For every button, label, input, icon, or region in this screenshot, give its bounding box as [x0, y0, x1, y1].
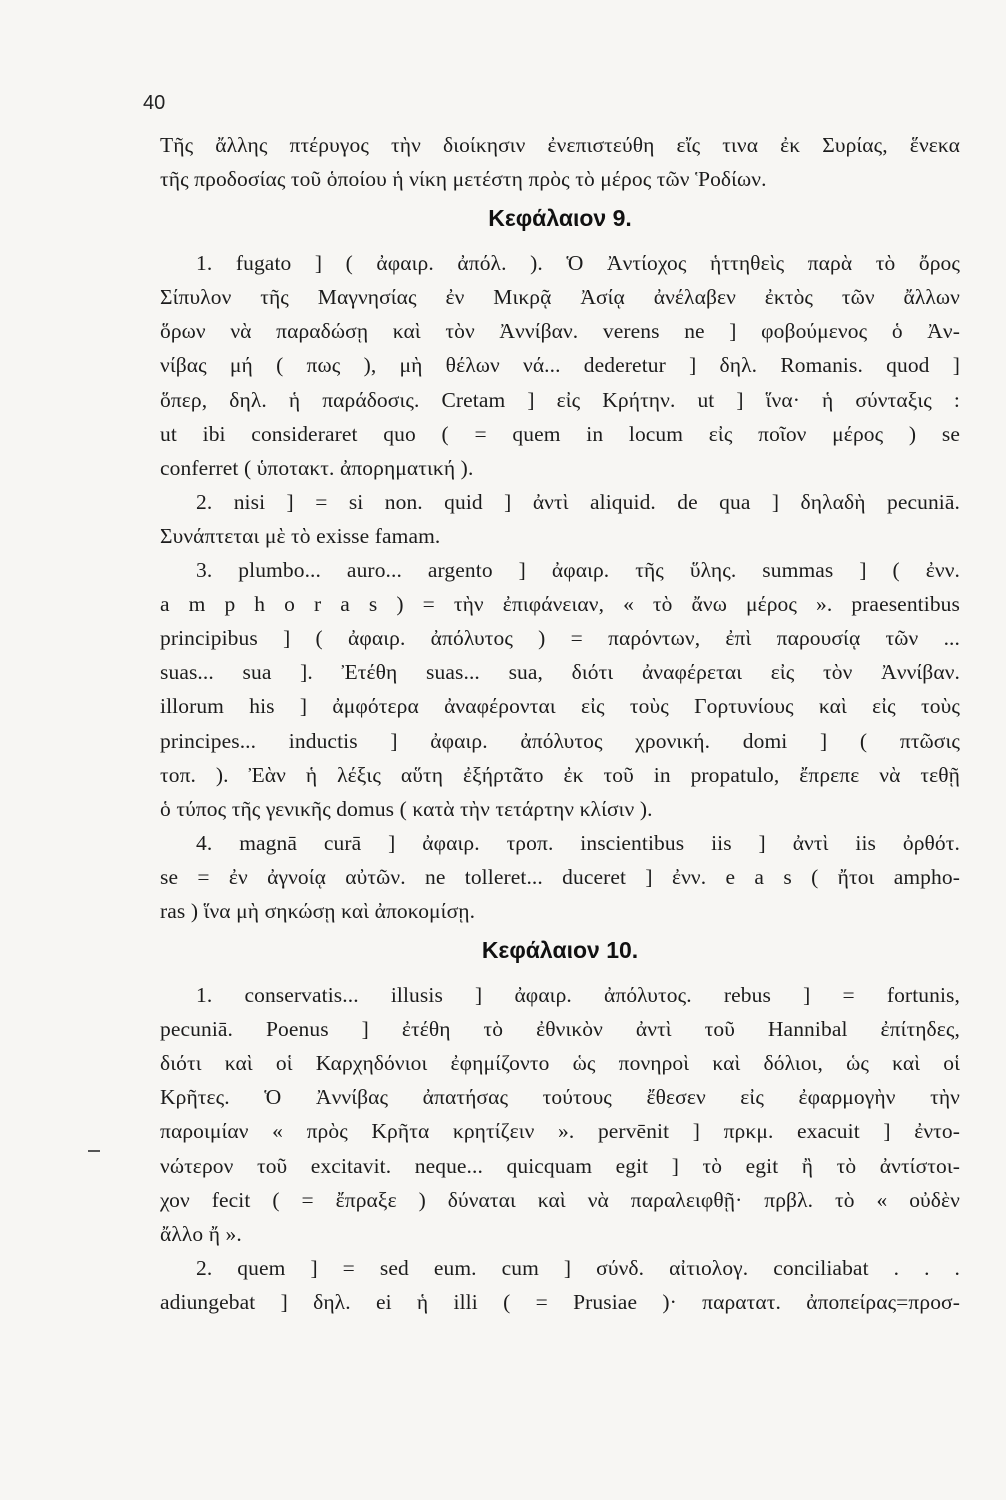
text-line: conferret ( ὑποτακτ. ἀπορηματική ).	[160, 455, 474, 480]
text-line: Κρῆτες. Ὁ Ἀννίβας ἀπατήσας τούτους ἔθεσεν εἰς ἐφαρμογὴν τὴν	[160, 1085, 960, 1110]
text-line: Συνάπτεται μὲ τὸ exisse famam.	[160, 523, 441, 548]
text-line: suas... sua ]. Ἐτέθη suas... sua, διότι ἀναφέρεται εἰς τὸν Ἀννίβαν.	[160, 660, 960, 685]
text-line: νώτερον τοῦ excitavit. neque... quicquam egit ] τὸ egit ἢ τὸ ἀντίστοι-	[160, 1153, 960, 1178]
text-line: διότι καὶ οἱ Καρχηδόνιοι ἐφημίζοντο ὡς πονηροὶ καὶ δόλιοι, ὡς καὶ οἱ	[160, 1051, 960, 1076]
page-body	[160, 128, 960, 1319]
text-line: pecuniā. Poenus ] ἐτέθη τὸ ἐθνικὸν ἀντὶ τοῦ Hannibal ἐπίτηδες,	[160, 1017, 960, 1042]
text-line: τοπ. ). Ἐὰν ἡ λέξις αὕτη ἐξήρτᾶτο ἐκ τοῦ in propatulo, ἔπρεπε νὰ τεθῇ	[160, 762, 960, 787]
text-line: principes... inductis ] ἀφαιρ. ἀπόλυτος χρονική. domi ] ( πτῶσις	[160, 728, 960, 753]
margin-mark	[88, 1150, 100, 1152]
text-line: παροιμίαν « πρὸς Κρῆτα κρητίζειν ». pervēnit ] πρκμ. exacuit ] ἐντο-	[160, 1119, 960, 1144]
text-line: 3. plumbo... auro... argento ] ἀφαιρ. τῆς ὕλης. summas ] ( ἐνν.	[196, 558, 960, 583]
text-line: principibus ] ( ἀφαιρ. ἀπόλυτος ) = παρόντων, ἐπὶ παρουσίᾳ τῶν ...	[160, 626, 960, 651]
text-line: ὅρων νὰ παραδώσῃ καὶ τὸν Ἀννίβαν. verens ne ] φοβούμενος ὁ Ἀν-	[160, 319, 960, 344]
text-line: Σίπυλον τῆς Μαγνησίας ἐν Μικρᾷ Ἀσίᾳ ἀνέλαβεν ἐκτὸς τῶν ἄλλων	[160, 285, 960, 310]
text-line: ut ibi consideraret quo ( = quem in locum εἰς ποῖον μέρος ) se	[160, 421, 960, 446]
intro-paragraph	[160, 128, 960, 196]
chapter-10-notes	[160, 978, 960, 1319]
text-line: 1. fugato ] ( ἀφαιρ. ἀπόλ. ). Ὁ Ἀντίοχος ἡττηθεὶς παρὰ τὸ ὄρος	[196, 251, 960, 276]
text-line: ὅπερ, δηλ. ἡ παράδοσις. Cretam ] εἰς Κρήτην. ut ] ἵνα· ἡ σύνταξις :	[160, 387, 960, 412]
text-line: ἄλλο ἤ ».	[160, 1221, 242, 1246]
text-line: 2. nisi ] = si non. quid ] ἀντὶ aliquid. de qua ] δηλαδὴ pecuniā.	[196, 489, 960, 514]
chapter-9-heading: Κεφάλαιον 9.	[488, 205, 632, 232]
text-line: Τῆς ἄλλης πτέρυγος τὴν διοίκησιν ἐνεπιστεύθη εἴς τινα ἐκ Συρίας, ἕνεκα	[160, 133, 960, 157]
text-line: illorum his ] ἀμφότερα ἀναφέρονται εἰς τοὺς Γορτυνίους καὶ εἰς τοὺς	[160, 694, 960, 719]
text-line: se = ἐν ἀγνοίᾳ αὐτῶν. ne tolleret... duceret ] ἐνν. e a s ( ἤτοι ampho-	[160, 864, 960, 889]
text-line: τῆς προδοσίας τοῦ ὁποίου ἡ νίκη μετέστη πρὸς τὸ μέρος τῶν Ῥοδίων.	[160, 167, 767, 192]
text-line: 1. conservatis... illusis ] ἀφαιρ. ἀπόλυτος. rebus ] = fortunis,	[196, 983, 960, 1008]
page-number: 40	[143, 92, 166, 114]
text-line: 2. quem ] = sed eum. cum ] σύνδ. αἰτιολογ. conciliabat . . .	[196, 1255, 960, 1280]
text-line: a m p h o r a s ) = τὴν ἐπιφάνειαν, « τὸ ἄνω μέρος ». praesentibus	[160, 592, 960, 617]
chapter-10-heading: Κεφάλαιον 10.	[481, 937, 639, 964]
text-line: χον fecit ( = ἔπραξε ) δύναται καὶ νὰ παραλειφθῇ· πρβλ. τὸ « οὐδὲν	[160, 1187, 960, 1212]
text-line: νίβας μή ( πως ), μὴ θέλων νά... dederetur ] δηλ. Romanis. quod ]	[160, 353, 960, 378]
text-line: ras ) ἵνα μὴ σηκώσῃ καὶ ἀποκομίσῃ.	[160, 898, 476, 923]
chapter-9-notes	[160, 246, 960, 928]
text-line: 4. magnā curā ] ἀφαιρ. τροπ. inscientibus iis ] ἀντὶ iis ὀρθότ.	[196, 830, 960, 855]
text-line: adiungebat ] δηλ. ei ἡ illi ( = Prusiae )· παρατατ. ἀποπείρας=προσ-	[160, 1289, 960, 1314]
text-line: ὁ τύπος τῆς γενικῆς domus ( κατὰ τὴν τετάρτην κλίσιν ).	[160, 796, 653, 821]
